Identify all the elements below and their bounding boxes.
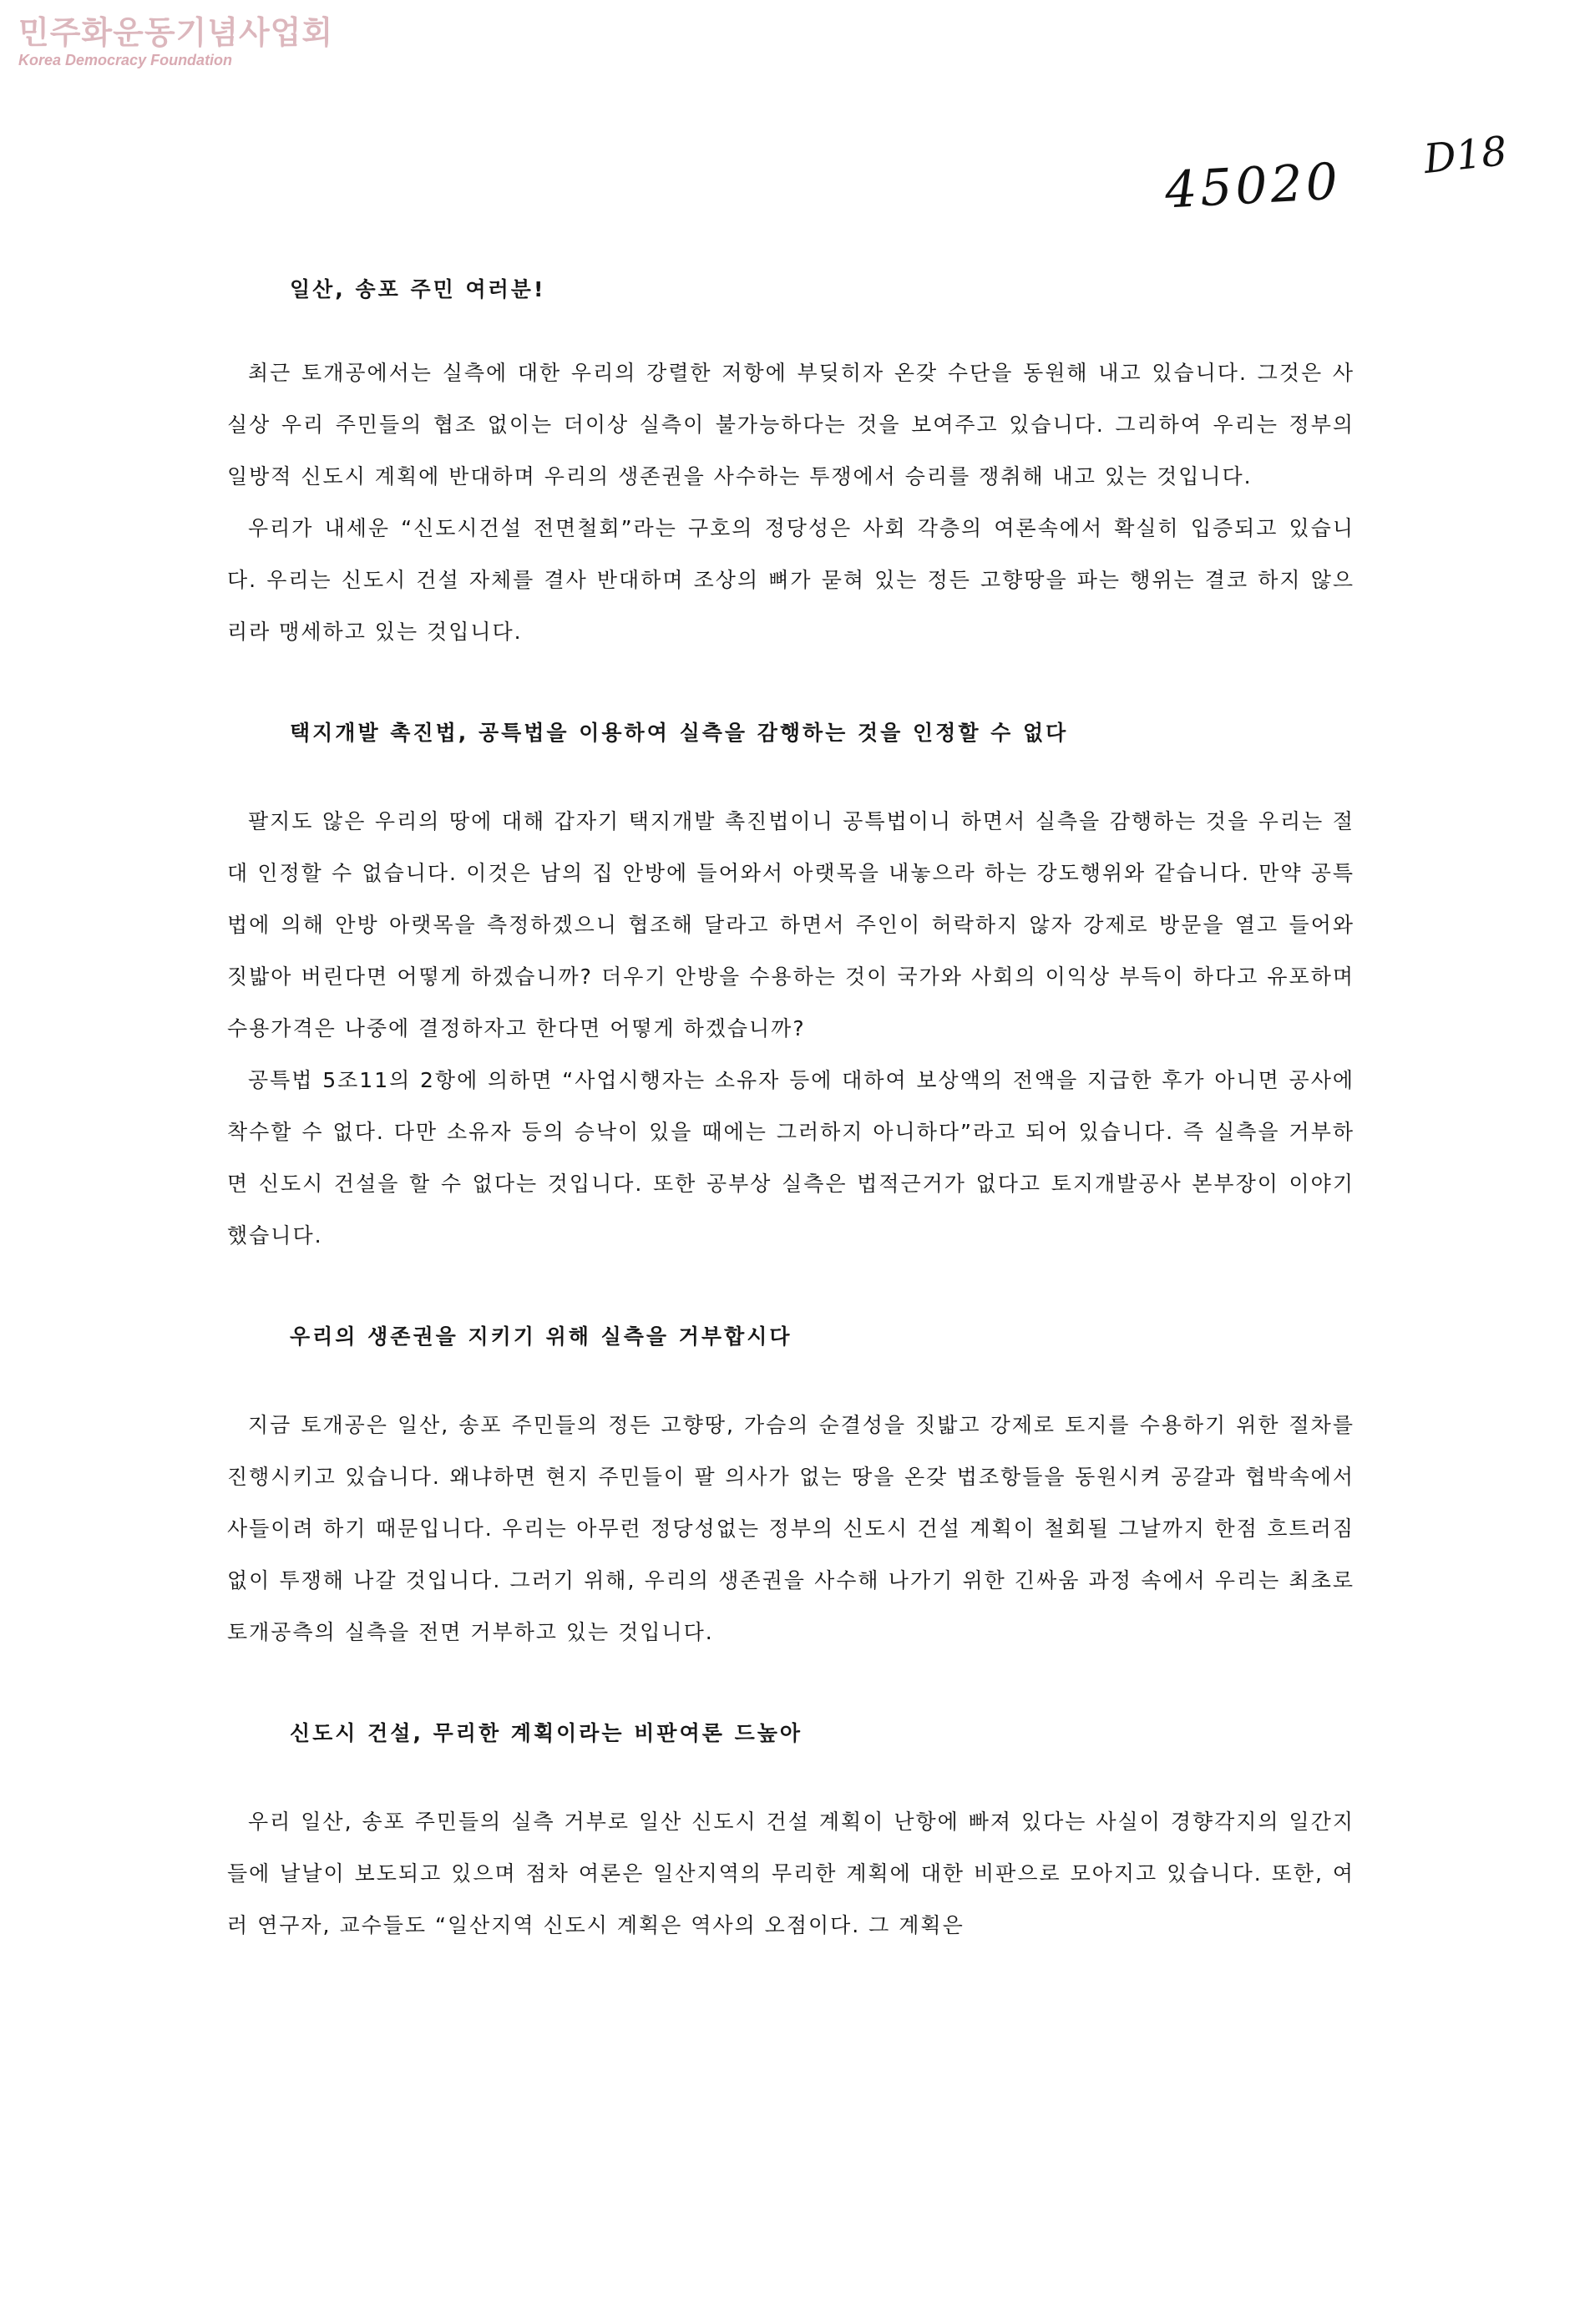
section-heading-1: 택지개발 촉진법, 공특법을 이용하여 실측을 감행하는 것을 인정할 수 없다 [290,721,1069,745]
paragraph-4: 공특법 5조11의 2항에 의하면 “사업시행자는 소유자 등에 대하여 보상액의 전액을 지급한 후가 아니면 공사에 착수할 수 없다. 다만 소유자 등의 승낙이 있을 때에는 그러하지 아니하다”라고 되어 있습니다. 즉 실측을 거부하면 신도시 건설을 할 수 없다는 것입니다. 또한 공부상 실측은 법적근거가 없다고 토지개발공사 본부장이 이야기 했습니다. [227,1068,1354,1248]
watermark-english-text: Korea Democracy Foundation [18,52,233,68]
document-body [227,261,1354,1952]
paragraph-3: 팔지도 않은 우리의 땅에 대해 갑자기 택지개발 촉진법이니 공특법이니 하면서 실측을 감행하는 것을 우리는 절대 인정할 수 없습니다. 이것은 남의 집 안방에 들어와서 아랫목을 내놓으라 하는 강도행위와 같습니다. 만약 공특법에 의해 안방 아랫목을 측정하겠으니 협조해 달라고 하면서 주인이 허락하지 않자 강제로 방문을 열고 들어와 짓밟아 버린다면 어떻게 하겠습니까? 더우기 안방을 수용하는 것이 국가와 사회의 이익상 부득이 하다고 유포하며 수용가격은 나중에 결정하자고 한다면 어떻게 하겠습니까? [227,809,1354,1040]
paragraph-1: 최근 토개공에서는 실측에 대한 우리의 강렬한 저항에 부딪히자 온갖 수단을 동원해 내고 있습니다. 그것은 사실상 우리 주민들의 협조 없이는 더이상 실측이 불가능하다는 것을 보여주고 있습니다. 그리하여 우리는 정부의 일방적 신도시 계획에 반대하며 우리의 생존권을 사수하는 투쟁에서 승리를 쟁취해 내고 있는 것입니다. [227,361,1354,489]
document-title: 일산, 송포 주민 여러분! [290,277,546,301]
watermark-logo [18,13,334,68]
paragraph-5: 지금 토개공은 일산, 송포 주민들의 정든 고향땅, 가슴의 순결성을 짓밟고 강제로 토지를 수용하기 위한 절차를 진행시키고 있습니다. 왜냐하면 현지 주민들이 팔 의사가 없는 땅을 온갖 법조항들을 동원시켜 공갈과 협박속에서 사들이려 하기 때문입니다. 우리는 아무런 정당성없는 정부의 신도시 건설 계획이 철회될 그날까지 한점 흐트러짐 없이 투쟁해 나갈 것입니다. 그러기 위해, 우리의 생존권을 사수해 나가기 위한 긴싸움 과정 속에서 우리는 최초로 토개공측의 실측을 전면 거부하고 있는 것입니다. [227,1413,1354,1644]
section-heading-3: 신도시 건설, 무리한 계획이라는 비판여론 드높아 [290,1721,803,1745]
watermark-korean-text: 민주화운동기념사업회 [18,14,334,51]
section-heading-2: 우리의 생존권을 지키기 위해 실측을 거부합시다 [290,1324,792,1349]
paragraph-6: 우리 일산, 송포 주민들의 실측 거부로 일산 신도시 건설 계획이 난항에 빠져 있다는 사실이 경향각지의 일간지들에 날날이 보도되고 있으며 점차 여론은 일산지역의 무리한 계획에 대한 비판으로 모아지고 있습니다. 또한, 여러 연구자, 교수들도 “일산지역 신도시 계획은 역사의 오점이다. 그 계획은 [227,1810,1354,1937]
handwritten-code: D18 [1421,127,1510,184]
handwritten-document-number: 45020 [1163,152,1343,220]
paragraph-2: 우리가 내세운 “신도시건설 전면철회”라는 구호의 정당성은 사회 각층의 여론속에서 확실히 입증되고 있습니다. 우리는 신도시 건설 자체를 결사 반대하며 조상의 뼈가 묻혀 있는 정든 고향땅을 파는 행위는 결코 하지 않으리라 맹세하고 있는 것입니다. [227,516,1354,644]
